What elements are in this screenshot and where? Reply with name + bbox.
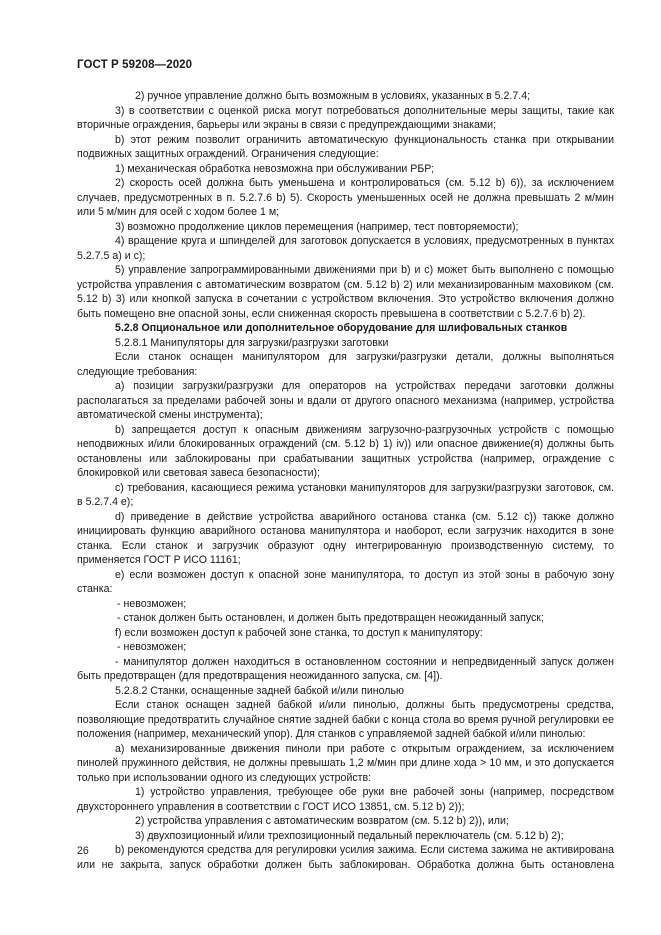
paragraph: 3) в соответствии с оценкой риска могут потребоваться дополнительные меры защиты, такие как вторичные ограждения, барьеры или экраны в связи с предупреждающими знаками; bbox=[77, 104, 614, 131]
paragraph: 5.2.8.1 Манипуляторы для загрузки/разгрузки заготовки bbox=[115, 336, 389, 349]
document-body bbox=[77, 89, 614, 872]
list-item: - станок должен быть остановлен, и должен быть предотвращен неожиданный запуск; bbox=[117, 612, 544, 624]
paragraph: c) требования, касающиеся режима установки манипуляторов для загрузки/разгрузки заготовок, см. в 5.2.7.4 e); bbox=[77, 481, 614, 508]
paragraph: a) позиции загрузки/разгрузки для операторов на устройствах передачи заготовки должны располагаться за пределами рабочей зоны и вдали от другого опасного механизма (например, устройства автоматической смены инструмента); bbox=[77, 380, 614, 421]
paragraph: b) запрещается доступ к опасным движениям загрузочно-разгрузочных устройств с помощью неподвижных и/или блокированных ограждений (см. 5.12 b) 1) iv)) или опасное движение(я) должны быть остановлены или заблокированы при срабатывании защитных устройства (например, ограждение с блокировкой или световая завеса безопасности); bbox=[77, 423, 614, 479]
paragraph: 4) вращение круга и шпинделей для заготовок допускается в условиях, предусмотренных в пунктах 5.2.7.5 a) и c); bbox=[77, 235, 614, 262]
paragraph: d) приведение в действие устройства аварийного останова станка (см. 5.12 c)) также должно инициировать функцию аварийного останова манипулятора и наоборот, если загрузчик находится в зоне станка. Если станок и загрузчик образуют одну интегрированную производственную систему, то применяется ГОСТ Р ИСО 11161; bbox=[77, 510, 614, 566]
paragraph: 2) устройства управления с автоматическим возвратом (см. 5.12 b) 2)), или; bbox=[135, 815, 509, 827]
paragraph: 1) устройство управления, требующее обе руки вне рабочей зоны (например, посредством двухстороннего управления в соответствии с ГОСТ ИСО 13851, см. 5.12 b) 2)); bbox=[77, 786, 614, 813]
document-header: ГОСТ Р 59208—2020 bbox=[77, 59, 193, 71]
paragraph: 5.2.8.2 Станки, оснащенные задней бабкой и/или пинолью bbox=[115, 684, 404, 697]
paragraph: Если станок оснащен манипулятором для загрузки/разгрузки детали, должны выполняться следующие требования: bbox=[77, 351, 614, 378]
paragraph: - манипулятор должен находиться в остановленном состоянии и непредвиденный запуск должен быть предотвращен (для предотвращения неожиданного запуска, см. [4]). bbox=[77, 655, 614, 682]
paragraph: 2) ручное управление должно быть возможным в условиях, указанных в 5.2.7.4; bbox=[135, 90, 531, 102]
page-number: 26 bbox=[77, 845, 89, 857]
paragraph: f) если возможен доступ к рабочей зоне станка, то доступ к манипулятору: bbox=[115, 626, 483, 639]
section-heading: 5.2.8 Опциональное или дополнительное оборудование для шлифовальных станков bbox=[115, 322, 568, 334]
list-item: - невозможен; bbox=[117, 641, 187, 653]
paragraph: 1) механическая обработка невозможна при обслуживании РБР; bbox=[115, 162, 435, 175]
paragraph: Если станок оснащен задней бабкой и/или пинолью, должны быть предусмотрены средства, позволяющие предотвратить случайное снятие задней бабки с конца стола во время ручной регулировки ее положения (например, механический упор). Для станков с управляемой задней бабкой и/или пинолью: bbox=[77, 699, 614, 740]
list-item: - невозможен; bbox=[117, 597, 187, 610]
paragraph: 3) двухпозиционный и/или трехпозиционный педальный переключатель (см. 5.12 b) 2); bbox=[135, 829, 564, 842]
paragraph: 2) скорость осей должна быть уменьшена и контролироваться (см. 5.12 b) 6)), за исключением случаев, предусмотренных в п. 5.2.7.6 b) 5). Скорость уменьшенных осей не должна превышать 2 м/мин или 5 м/мин для осей с ходом более 1 м; bbox=[77, 177, 614, 218]
paragraph: b) этот режим позволит ограничить автоматическую функциональность станка при открывании подвижных защитных ограждений. Ограничения следующие: bbox=[77, 133, 614, 160]
paragraph: a) механизированные движения пиноли при работе с открытым ограждением, за исключением пинолей пружинного действия, не должны превышать 1,2 м/мин при длине хода > 10 мм, и это допускается только при использовании одного из следующих устройств: bbox=[77, 742, 614, 784]
paragraph: 5) управление запрограммированными движениями при b) и c) может быть выполнено с помощью устройства управления с автоматическим возвратом (см. 5.12 b) 2) или механизированным маховиком (см. 5.12 b) 3) или кнопкой запуска в сочетании с устройством включения. Это устройство включения должно быть помещено вне опасной зоны, если сниженная скорость превышена в соответствии с 5.2.7.6 b) 2). bbox=[77, 264, 614, 320]
paragraph: b) рекомендуются средства для регулировки усилия зажима. Если система зажима не активирована или не закрыта, запуск обработки должен быть заблокирован. Обработка должна быть остановлена bbox=[77, 844, 614, 871]
paragraph: e) если возможен доступ к опасной зоне манипулятора, то доступ из этой зоны в рабочую зону станка: bbox=[77, 568, 614, 595]
paragraph: 3) возможно продолжение циклов перемещения (например, тест повторяемости); bbox=[115, 220, 519, 233]
